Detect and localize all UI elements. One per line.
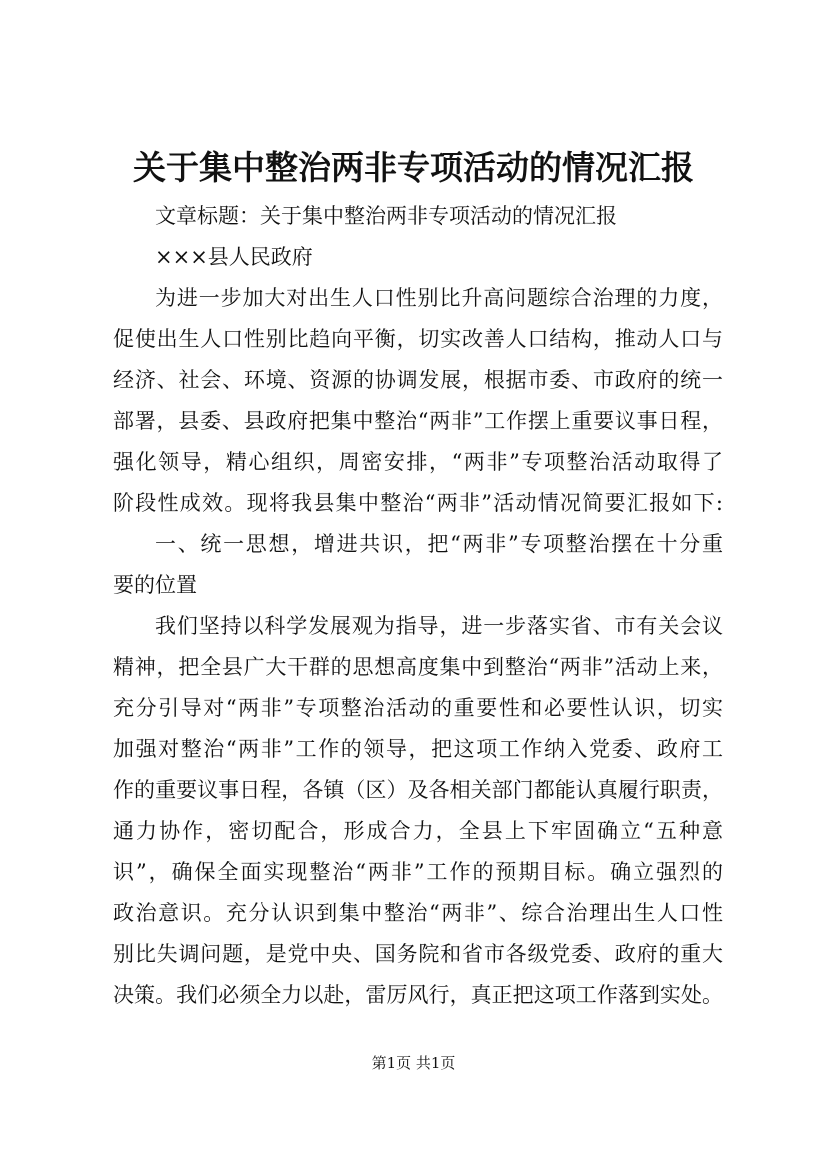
paragraph-line: 精神，把全县广大干群的思想高度集中到整治“两非”活动上来， [113, 655, 723, 679]
paragraph-line: 强化领导，精心组织，周密安排，“两非”专项整治活动取得了 [113, 450, 723, 474]
paragraph-line: 我们坚持以科学发展观为指导，进一步落实省、市有关会议 [155, 614, 723, 638]
paragraph-line: 为进一步加大对出生人口性别比升高问题综合治理的力度， [155, 286, 723, 310]
article-title-line: 文章标题：关于集中整治两非专项活动的情况汇报 [155, 204, 617, 228]
section-heading-1 [113, 524, 723, 606]
document-title: 关于集中整治两非专项活动的情况汇报 [133, 148, 694, 187]
paragraph-line: 加强对整治“两非”工作的领导，把这项工作纳入党委、政府工 [113, 737, 723, 761]
paragraph-line: 促使出生人口性别比趋向平衡，切实改善人口结构，推动人口与 [113, 327, 723, 351]
paragraph-line: 充分引导对“两非”专项整治活动的重要性和必要性认识，切实 [113, 696, 723, 720]
paragraph-line: 通力协作，密切配合，形成合力，全县上下牢固确立“五种意 [113, 819, 723, 843]
paragraph-line: 决策。我们必须全力以赴，雷厉风行，真正把这项工作落到实处。 [113, 983, 723, 1007]
paragraph-line: 经济、社会、环境、资源的协调发展，根据市委、市政府的统一 [113, 368, 723, 392]
document-body [113, 196, 723, 1016]
paragraph-2 [113, 606, 723, 1016]
paragraph-line: 部署，县委、县政府把集中整治“两非”工作摆上重要议事日程， [113, 409, 723, 433]
paragraph-line: 阶段性成效。现将我县集中整治“两非”活动情况简要汇报如下: [113, 491, 723, 515]
heading-line: 一、统一思想，增进共识，把“两非”专项整治摆在十分重 [155, 532, 723, 556]
author-line: ×××县人民政府 [155, 245, 313, 269]
paragraph-line: 政治意识。充分认识到集中整治“两非”、综合治理出生人口性 [113, 901, 723, 925]
page-footer: 第1页 共1页 [371, 1054, 456, 1072]
paragraph-line: 作的重要议事日程，各镇（区）及各相关部门都能认真履行职责， [113, 778, 723, 802]
paragraph-line: 别比失调问题，是党中央、国务院和省市各级党委、政府的重大 [113, 942, 723, 966]
heading-line: 要的位置 [113, 573, 197, 597]
paragraph-line: 识”，确保全面实现整治“两非”工作的预期目标。确立强烈的 [113, 860, 723, 884]
paragraph-1 [113, 278, 723, 524]
